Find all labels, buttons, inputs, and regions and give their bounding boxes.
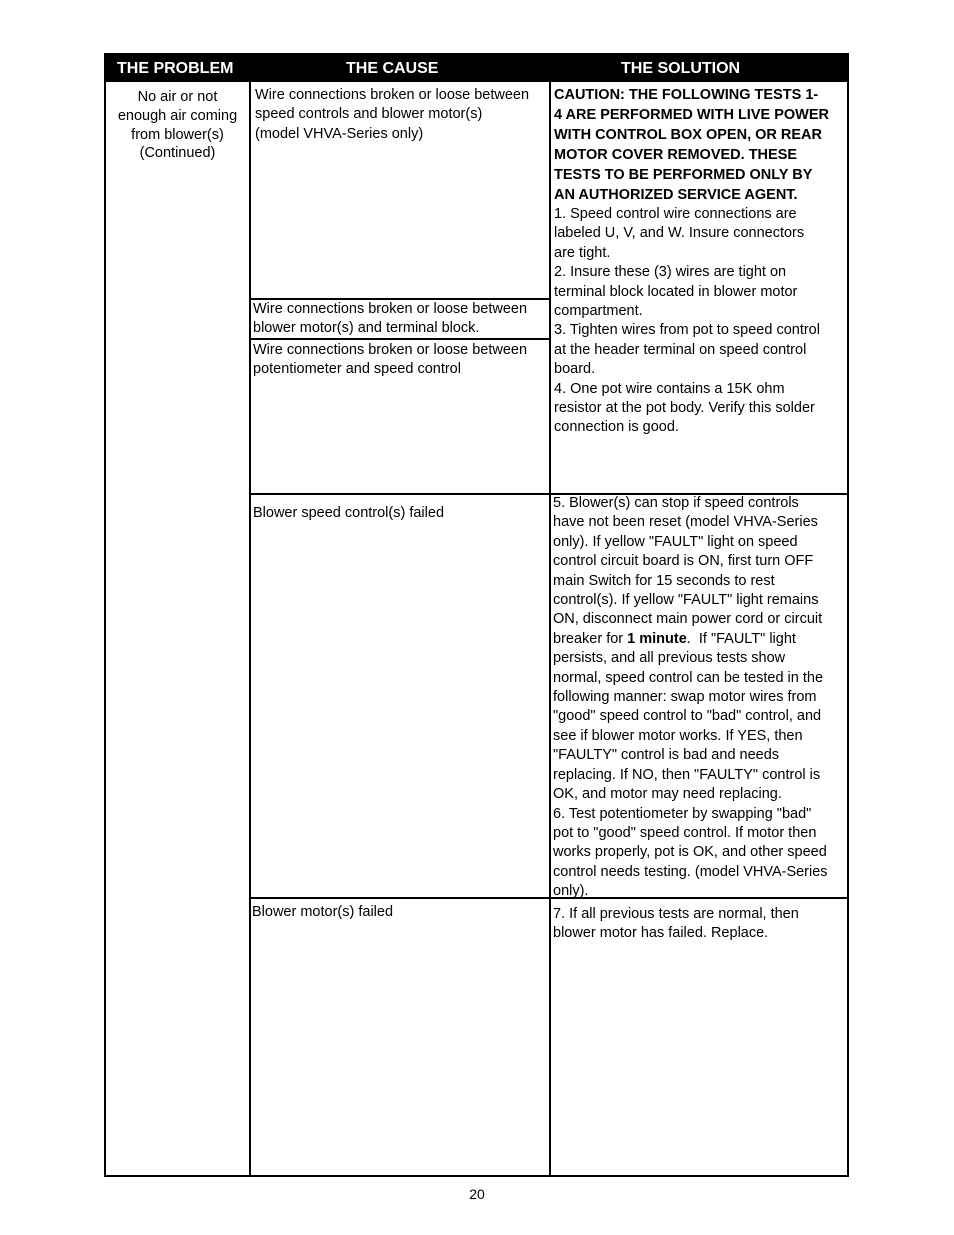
solution-text: following manner: swap motor wires from	[553, 689, 817, 706]
solution-text: control(s). If yellow "FAULT" light remains	[553, 592, 819, 609]
solution-text: 4. One pot wire contains a 15K ohm	[554, 380, 785, 397]
solution-text: are tight.	[554, 244, 611, 261]
caution-text: MOTOR COVER REMOVED. THESE	[554, 146, 798, 163]
column-divider	[249, 82, 251, 1175]
solution-text: resistor at the pot body. Verify this solder	[554, 400, 815, 417]
cause-cell	[253, 300, 549, 339]
header-problem: THE PROBLEM	[117, 60, 234, 77]
breaker-suffix: . If "FAULT" light	[686, 630, 796, 647]
column-divider	[549, 82, 551, 1175]
cause-cell	[253, 504, 549, 523]
solution-text: ON, disconnect main power cord or circuit	[553, 611, 823, 628]
solution-text: only). If yellow "FAULT" light on speed	[553, 533, 798, 550]
problem-cell	[106, 88, 249, 163]
solution-text: 1. Speed control wire connections are	[554, 206, 797, 222]
cause-text: Wire connections broken or loose between	[255, 87, 530, 103]
solution-text: "good" speed control to "bad" control, and	[553, 708, 822, 725]
solution-text	[553, 630, 849, 649]
cause-text: Blower motor(s) failed	[252, 904, 394, 920]
cause-cell	[255, 86, 551, 144]
solution-text: replacing. If NO, then "FAULTY" control is	[553, 766, 821, 783]
solution-text: main Switch for 15 seconds to rest	[553, 572, 775, 589]
solution-cell	[553, 494, 849, 902]
cause-text: speed controls and blower motor(s)	[255, 106, 483, 123]
solution-text: 7. If all previous tests are normal, then	[553, 906, 799, 922]
solution-text: compartment.	[554, 303, 643, 320]
breaker-prefix: breaker for	[553, 630, 628, 647]
cause-text: Wire connections broken or loose between	[253, 342, 528, 358]
cause-text: (model VHVA-Series only)	[255, 125, 424, 142]
solution-cell	[554, 86, 850, 205]
header-cause: THE CAUSE	[346, 60, 439, 77]
solution-text: pot to "good" speed control. If motor then	[553, 824, 817, 841]
solution-text: normal, speed control can be tested in the	[553, 669, 824, 686]
solution-text: OK, and motor may need replacing.	[553, 786, 782, 803]
troubleshooting-table	[104, 53, 849, 1177]
solution-text: at the header terminal on speed control	[554, 341, 807, 358]
page-number: 20	[469, 1186, 485, 1202]
problem-text: from blower(s)	[131, 127, 224, 143]
cause-cell	[252, 903, 548, 922]
cause-text: blower motor(s) and terminal block.	[253, 320, 480, 337]
cause-cell	[253, 341, 549, 380]
solution-text: control needs testing. (model VHVA-Series	[553, 863, 828, 880]
cause-text: Blower speed control(s) failed	[253, 505, 445, 521]
problem-text: (Continued)	[139, 145, 216, 161]
solution-text: "FAULTY" control is bad and needs	[553, 747, 780, 764]
solution-text: control circuit board is ON, first turn OFF	[553, 553, 814, 570]
solution-text: labeled U, V, and W. Insure connectors	[554, 225, 805, 242]
table-header	[106, 55, 847, 82]
header-solution: THE SOLUTION	[621, 60, 741, 77]
cause-text: potentiometer and speed control	[253, 361, 461, 378]
caution-text: WITH CONTROL BOX OPEN, OR REAR	[554, 126, 822, 143]
solution-text: 2. Insure these (3) wires are tight on	[554, 264, 787, 281]
solution-text: blower motor has failed. Replace.	[553, 925, 769, 942]
solution-text: 3. Tighten wires from pot to speed control	[554, 322, 820, 339]
caution-text: AN AUTHORIZED SERVICE AGENT.	[554, 186, 798, 203]
solution-text: see if blower motor works. If YES, then	[553, 727, 803, 744]
caution-text: CAUTION: THE FOLLOWING TESTS 1-	[554, 87, 819, 103]
solution-text: terminal block located in blower motor	[554, 283, 798, 300]
solution-text: board.	[554, 361, 596, 378]
caution-text: TESTS TO BE PERFORMED ONLY BY	[554, 166, 813, 183]
solution-text: persists, and all previous tests show	[553, 650, 786, 667]
problem-text: enough air coming	[117, 108, 238, 124]
cause-text: Wire connections broken or loose between	[253, 301, 528, 317]
solution-text: works properly, pot is OK, and other speed	[553, 844, 827, 861]
caution-text: 4 ARE PERFORMED WITH LIVE POWER	[554, 106, 829, 123]
solution-text: 5. Blower(s) can stop if speed controls	[553, 495, 799, 511]
solution-text: have not been reset (model VHVA-Series	[553, 514, 818, 531]
solution-cell	[554, 205, 850, 438]
solution-text: 6. Test potentiometer by swapping "bad"	[553, 805, 812, 822]
solution-text: only).	[553, 883, 589, 900]
solution-cell	[553, 905, 849, 944]
breaker-duration: 1 minute	[627, 630, 687, 647]
problem-text: No air or not	[137, 89, 218, 105]
solution-text: connection is good.	[554, 419, 679, 436]
